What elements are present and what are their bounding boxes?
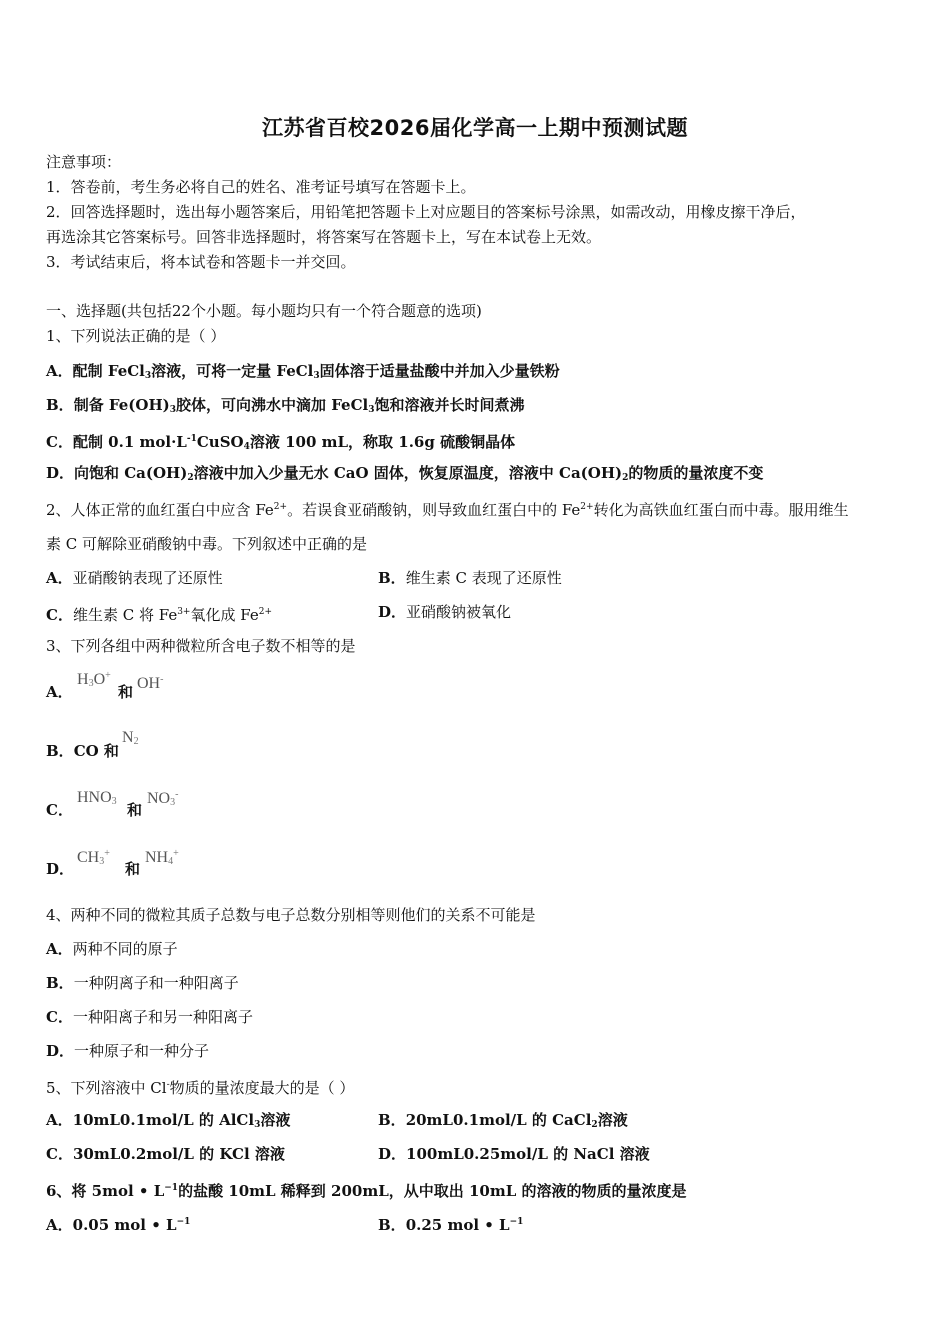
question-3-option-b: B．CO 和 [46, 742, 119, 760]
question-2-option-b: B．维生素 C 表现了还原性 [378, 569, 562, 587]
page-title: 江苏省百校2026届化学高一上期中预测试题 [262, 116, 688, 140]
question-1-option-d: D．向饱和 $Ca(OH)_2$溶液中加入少量无水 CaO 固体，恢复原温度，溶液中 $Ca(OH)_2$的物质的量浓度不变 [46, 464, 764, 483]
section-heading: 一、选择题(共包括22个小题。每小题均只有一个符合题意的选项) [46, 302, 482, 320]
question-3-option-b-formula: $N_2$ [122, 729, 139, 747]
question-1-option-b: B．制备 $Fe(OH)_3$胶体，可向沸水中滴加 FeCl$_3$饱和溶液并长时间煮沸 [46, 396, 525, 415]
notice-item-2b: 再选涂其它答案标号。回答非选择题时，将答案写在答题卡上，写在本试卷上无效。 [46, 228, 602, 246]
notice-item-3: 3．考试结束后，将本试卷和答题卡一并交回。 [46, 253, 356, 271]
question-3-option-c-label: C． [46, 801, 73, 819]
question-5-stem: 5、下列溶液中 Cl-物质的量浓度最大的是（ ） [46, 1079, 355, 1097]
question-3-option-c-formula-1: $HNO_3$ [77, 789, 117, 807]
question-1-stem: 1、下列说法正确的是（ ） [46, 327, 226, 345]
question-2-option-c: C．维生素 C 将 $Fe^{3+}$氧化成 $Fe^{2+}$ [46, 606, 272, 624]
question-3-option-d-label: D． [46, 860, 75, 878]
question-4-option-c: C．一种阳离子和另一种阳离子 [46, 1008, 253, 1026]
question-6-option-a: A．0.05 mol • $L^{-1}$ [46, 1216, 191, 1234]
question-3-option-d-formula-1: $CH_3^+$ [77, 848, 110, 867]
question-2-option-a: A．亚硝酸钠表现了还原性 [46, 569, 223, 587]
question-3-option-a-label: A． [46, 683, 73, 701]
question-4-option-a: A．两种不同的原子 [46, 940, 178, 958]
notice-item-1: 1．答卷前，考生务必将自己的姓名、准考证号填写在答题卡上。 [46, 178, 476, 196]
notice-item-2a: 2．回答选择题时，选出每小题答案后，用铅笔把答题卡上对应题目的答案标号涂黑，如需改动，用橡皮擦干净后， [46, 203, 806, 221]
question-3-option-c-formula-2: $NO_3^-$ [147, 789, 179, 808]
question-6-option-b: B．0.25 mol • $L^{-1}$ [378, 1216, 524, 1234]
question-2-option-d: D．亚硝酸钠被氧化 [378, 603, 512, 621]
question-3-option-c-and: 和 [127, 801, 143, 819]
question-5-option-b: B．20mL0.1mol/L 的 CaCl$_2$溶液 [378, 1111, 628, 1130]
question-4-stem: 4、两种不同的微粒其质子总数与电子总数分别相等则他们的关系不可能是 [46, 906, 536, 924]
question-3-stem: 3、下列各组中两种微粒所含电子数不相等的是 [46, 637, 356, 655]
question-5-option-a: A．10mL0.1mol/L 的 AlCl$_3$溶液 [46, 1111, 291, 1130]
question-3-option-a-formula-2: OH- [137, 674, 164, 692]
question-3-option-d-and: 和 [125, 860, 141, 878]
question-2-stem-line2: 素 C 可解除亚硝酸钠中毒。下列叙述中正确的是 [46, 535, 368, 553]
question-4-option-d: D．一种原子和一种分子 [46, 1042, 210, 1060]
question-6-stem: 6、将 5mol • $L^{-1}$的盐酸 10mL 稀释到 200mL，从中取出 10mL 的溶液的物质的量浓度是 [46, 1182, 687, 1200]
question-2-stem-line1: 2、人体正常的血红蛋白中应含 $Fe^{2+}$。若误食亚硝酸钠，则导致血红蛋白中的 $Fe^{2+}$转化为高铁血红蛋白而中毒。服用维生 [46, 501, 849, 519]
question-3-option-d-formula-2: $NH_4^+$ [145, 848, 179, 867]
question-3-option-a-formula-1: $H_3O^+$ [77, 670, 111, 689]
question-3-option-a-and: 和 [118, 683, 134, 701]
question-5-option-d: D．100mL0.25mol/L 的 NaCl 溶液 [378, 1145, 650, 1163]
notice-heading: 注意事项： [46, 153, 122, 171]
question-1-option-c: C．配制 0.1 $mol\cdot L^{-1}CuSO_4$溶液 100 mL，称取 1.6g 硫酸铜晶体 [46, 433, 516, 452]
question-5-option-c: C．30mL0.2mol/L 的 KCl 溶液 [46, 1145, 285, 1163]
question-1-option-a: A．配制 FeCl$_3$溶液，可将一定量 FeCl$_3$固体溶于适量盐酸中并加入少量铁粉 [46, 362, 560, 381]
question-4-option-b: B．一种阴离子和一种阳离子 [46, 974, 239, 992]
